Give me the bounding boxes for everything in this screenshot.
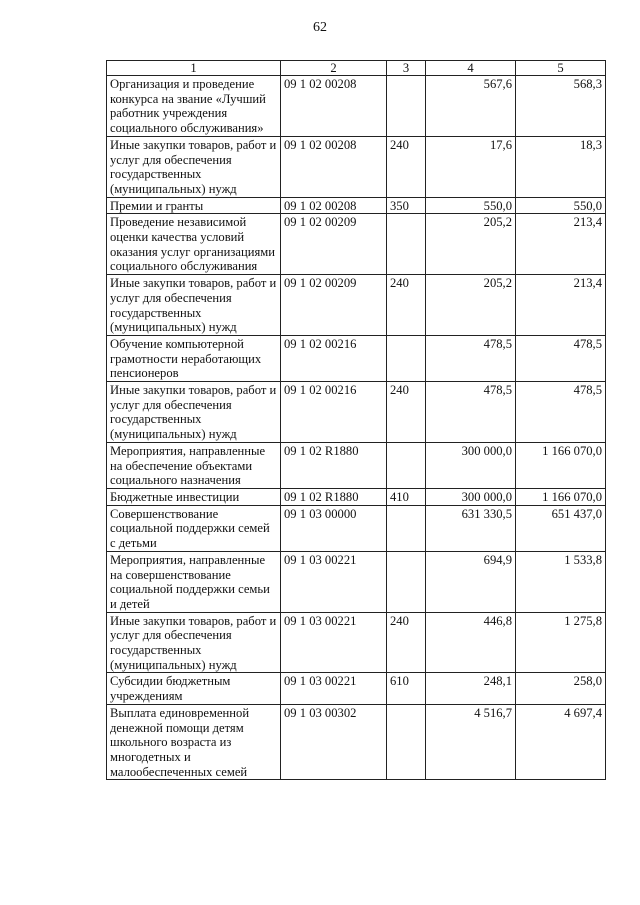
table-row [107, 488, 606, 505]
row-value-col4: 300 000,0 [426, 442, 516, 488]
row-value-col4: 478,5 [426, 335, 516, 381]
row-name: Совершенствование социальной поддержки семей с детьми [107, 505, 281, 551]
table-row [107, 197, 606, 214]
row-value-col4: 17,6 [426, 136, 516, 197]
table-row [107, 704, 606, 780]
row-value-col4: 205,2 [426, 214, 516, 275]
row-code: 09 1 02 00209 [281, 275, 387, 336]
header-col-2: 2 [281, 61, 387, 76]
row-value-col5: 258,0 [516, 673, 606, 704]
row-expense-type [387, 76, 426, 137]
table-row [107, 76, 606, 137]
row-value-col4: 567,6 [426, 76, 516, 137]
row-name: Премии и гранты [107, 197, 281, 214]
row-value-col4: 550,0 [426, 197, 516, 214]
table-row [107, 214, 606, 275]
header-col-1: 1 [107, 61, 281, 76]
table-row [107, 551, 606, 612]
row-value-col5: 651 437,0 [516, 505, 606, 551]
row-value-col4: 4 516,7 [426, 704, 516, 780]
row-value-col4: 248,1 [426, 673, 516, 704]
row-code: 09 1 02 R1880 [281, 488, 387, 505]
row-value-col5: 213,4 [516, 214, 606, 275]
row-value-col5: 1 275,8 [516, 612, 606, 673]
row-value-col5: 478,5 [516, 335, 606, 381]
row-code: 09 1 02 00208 [281, 136, 387, 197]
row-expense-type: 240 [387, 382, 426, 443]
row-code: 09 1 03 00221 [281, 612, 387, 673]
row-code: 09 1 03 00000 [281, 505, 387, 551]
row-name: Мероприятия, направленные на совершенствование социальной поддержки семьи и детей [107, 551, 281, 612]
row-value-col5: 568,3 [516, 76, 606, 137]
row-value-col4: 300 000,0 [426, 488, 516, 505]
row-expense-type: 240 [387, 275, 426, 336]
row-code: 09 1 02 00216 [281, 335, 387, 381]
row-value-col5: 213,4 [516, 275, 606, 336]
header-col-3: 3 [387, 61, 426, 76]
row-name: Иные закупки товаров, работ и услуг для обеспечения государственных (муниципальных) нужд [107, 612, 281, 673]
table-row [107, 275, 606, 336]
row-code: 09 1 02 R1880 [281, 442, 387, 488]
table-row [107, 673, 606, 704]
row-code: 09 1 02 00208 [281, 197, 387, 214]
row-code: 09 1 02 00209 [281, 214, 387, 275]
table-row [107, 612, 606, 673]
row-name: Иные закупки товаров, работ и услуг для обеспечения государственных (муниципальных) нужд [107, 382, 281, 443]
row-name: Иные закупки товаров, работ и услуг для обеспечения государственных (муниципальных) нужд [107, 275, 281, 336]
row-expense-type: 350 [387, 197, 426, 214]
row-expense-type [387, 704, 426, 780]
row-value-col4: 478,5 [426, 382, 516, 443]
row-value-col5: 4 697,4 [516, 704, 606, 780]
row-expense-type [387, 505, 426, 551]
row-expense-type: 410 [387, 488, 426, 505]
row-value-col4: 694,9 [426, 551, 516, 612]
table-row [107, 136, 606, 197]
row-code: 09 1 02 00208 [281, 76, 387, 137]
row-value-col5: 1 166 070,0 [516, 442, 606, 488]
row-value-col5: 18,3 [516, 136, 606, 197]
row-value-col5: 550,0 [516, 197, 606, 214]
header-row [107, 61, 606, 76]
row-name: Субсидии бюджетным учреждениям [107, 673, 281, 704]
budget-table [106, 60, 606, 780]
row-expense-type [387, 551, 426, 612]
row-expense-type: 610 [387, 673, 426, 704]
row-code: 09 1 03 00221 [281, 673, 387, 704]
row-name: Бюджетные инвестиции [107, 488, 281, 505]
row-value-col4: 205,2 [426, 275, 516, 336]
row-value-col5: 1 166 070,0 [516, 488, 606, 505]
row-name: Обучение компьютерной грамотности неработающих пенсионеров [107, 335, 281, 381]
row-code: 09 1 03 00221 [281, 551, 387, 612]
row-value-col4: 631 330,5 [426, 505, 516, 551]
table-row [107, 505, 606, 551]
row-name: Проведение независимой оценки качества условий оказания услуг организациями социального обслуживания [107, 214, 281, 275]
table-row [107, 335, 606, 381]
row-expense-type: 240 [387, 612, 426, 673]
row-expense-type [387, 442, 426, 488]
header-col-4: 4 [426, 61, 516, 76]
row-expense-type [387, 214, 426, 275]
row-name: Иные закупки товаров, работ и услуг для обеспечения государственных (муниципальных) нужд [107, 136, 281, 197]
row-code: 09 1 02 00216 [281, 382, 387, 443]
header-col-5: 5 [516, 61, 606, 76]
row-expense-type: 240 [387, 136, 426, 197]
row-value-col5: 478,5 [516, 382, 606, 443]
row-value-col4: 446,8 [426, 612, 516, 673]
row-value-col5: 1 533,8 [516, 551, 606, 612]
row-expense-type [387, 335, 426, 381]
row-name: Мероприятия, направленные на обеспечение объектами социального назначения [107, 442, 281, 488]
row-name: Организация и проведение конкурса на звание «Лучший работник учреждения социального обслуживания» [107, 76, 281, 137]
table-row [107, 382, 606, 443]
table-row [107, 442, 606, 488]
page-number: 62 [313, 20, 327, 35]
row-name: Выплата единовременной денежной помощи детям школьного возраста из многодетных и малообеспеченных семей [107, 704, 281, 780]
row-code: 09 1 03 00302 [281, 704, 387, 780]
